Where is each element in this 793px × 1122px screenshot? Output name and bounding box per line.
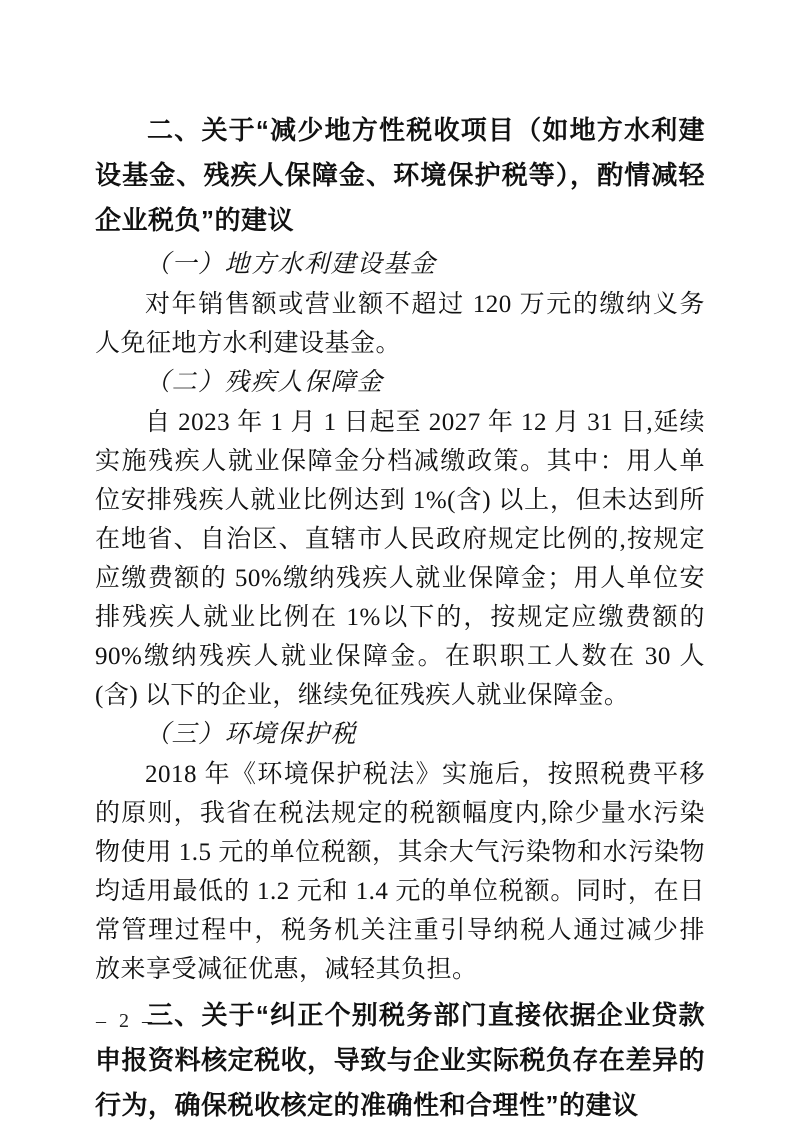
paragraph-water-fund: 对年销售额或营业额不超过 120 万元的缴纳义务人免征地方水利建设基金。 xyxy=(95,291,705,357)
subheading-2-3: （三）环境保护税 xyxy=(145,721,358,748)
subheading-2-2: （二）残疾人保障金 xyxy=(145,369,384,396)
paragraph-disability-fund: 自 2023 年 1 月 1 日起至 2027 年 12 月 31 日,延续实施残疾人就业保障金分档减缴政策。其中：用人单位安排残疾人就业比例达到 1%(含) 以上，但未达到所在地省、自治区、直辖市人民政府规定比例的,按规定应缴费额的 50%缴纳残疾人就业保障金；用人单位安排残疾人就业比例在 1%以下的，按规定应缴费额的 90%缴纳残疾人就业保障金。在职职工人数在 30 人(含) 以下的企业，继续免征残疾人就业保障金。 xyxy=(95,409,705,709)
section-heading-2: 二、关于“减少地方性税收项目（如地方水利建设基金、残疾人保障金、环境保护税等），酌情减轻企业税负”的建议 xyxy=(95,115,705,235)
section-heading-3: 三、关于“纠正个别税务部门直接依据企业贷款申报资料核定税收，导致与企业实际税负存在差异的行为，确保税收核定的准确性和合理性”的建议 xyxy=(95,1000,705,1120)
document-content xyxy=(95,108,705,1122)
subheading-2-1: （一）地方水利建设基金 xyxy=(145,251,437,278)
paragraph-environment-tax: 2018 年《环境保护税法》实施后，按照税费平移的原则，我省在税法规定的税额幅度内,除少量水污染物使用 1.5 元的单位税额，其余大气污染物和水污染物均适用最低的 1.2 元和 1.4 元的单位税额。同时，在日常管理过程中，税务机关注重引导纳税人通过减少排放来享受减征优惠，减轻其负担。 xyxy=(95,761,705,983)
page-footer xyxy=(96,1010,156,1033)
page-number: – 2 – xyxy=(96,1010,156,1032)
